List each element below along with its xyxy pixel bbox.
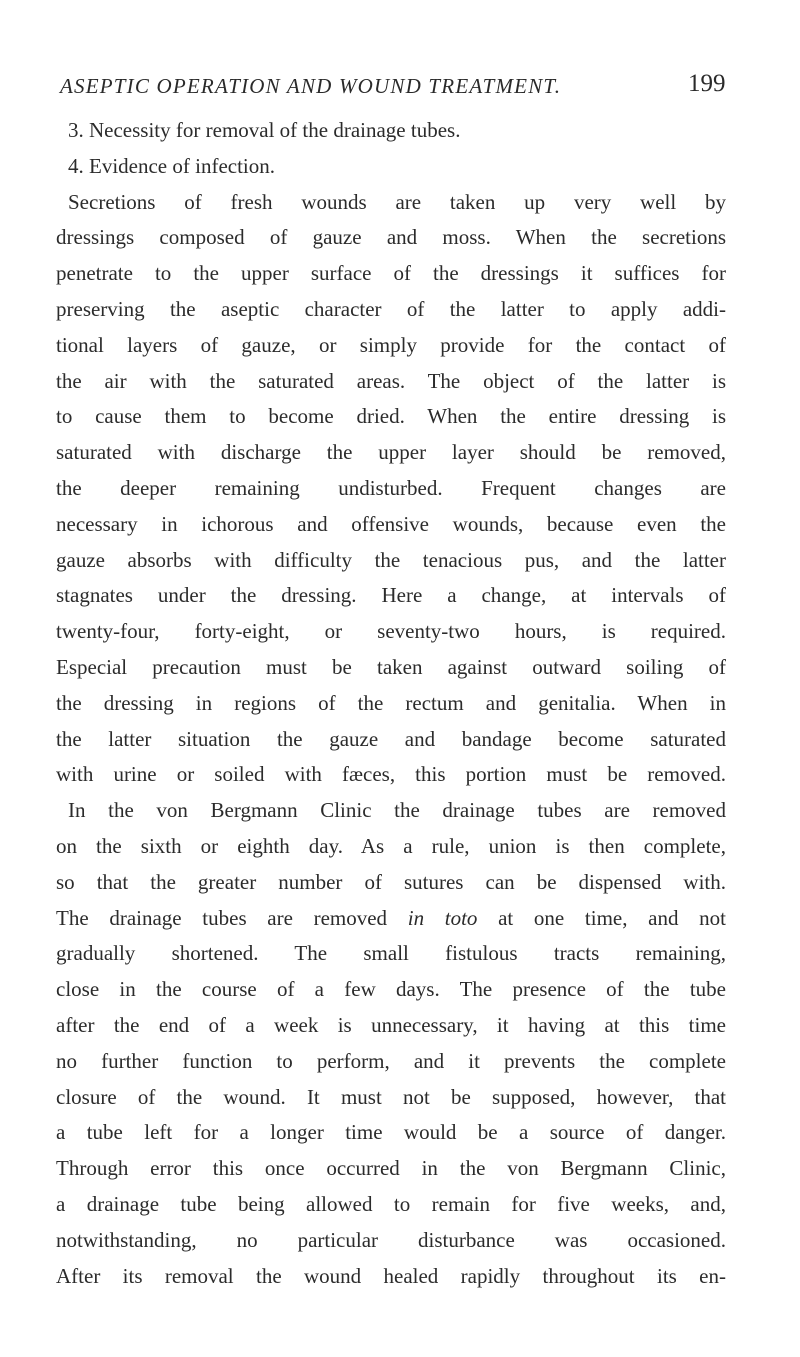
- paragraph-line: gradually shortened. The small fistulous tracts remaining,: [56, 941, 726, 966]
- paragraph-line: a drainage tube being allowed to remain for five weeks, and,: [56, 1191, 726, 1216]
- paragraph-line: Especial precaution must be taken against outward soiling of: [56, 654, 726, 679]
- paragraph-line: notwithstanding, no particular disturbance was occasioned.: [56, 1227, 726, 1252]
- paragraph-line: preserving the aseptic character of the latter to apply addi-: [56, 296, 726, 321]
- paragraph-line: a tube left for a longer time would be a source of danger.: [56, 1120, 726, 1145]
- paragraph-line: twenty-four, forty-eight, or seventy-two hours, is required.: [56, 619, 726, 644]
- paragraph-line: penetrate to the upper surface of the dressings it suffices for: [56, 261, 726, 286]
- running-title: ASEPTIC OPERATION AND WOUND TREATMENT.: [60, 74, 562, 98]
- paragraph-line: closure of the wound. It must not be supposed, however, that: [56, 1084, 726, 1109]
- list-item: 4. Evidence of infection.: [68, 153, 276, 178]
- paragraph-line: on the sixth or eighth day. As a rule, union is then complete,: [56, 833, 726, 858]
- paragraph-line: After its removal the wound healed rapidly throughout its en-: [56, 1263, 726, 1288]
- paragraph-line: dressings composed of gauze and moss. When the secretions: [56, 225, 726, 250]
- paragraph-line: necessary in ichorous and offensive wounds, because even the: [56, 511, 726, 536]
- paragraph-line: saturated with discharge the upper layer should be removed,: [56, 440, 726, 465]
- list-item: 3. Necessity for removal of the drainage tubes.: [68, 118, 461, 142]
- paragraph-line: the air with the saturated areas. The object of the latter is: [56, 368, 726, 393]
- paragraph-line: Through error this once occurred in the von Bergmann Clinic,: [56, 1156, 726, 1181]
- paragraph-line: Secretions of fresh wounds are taken up very well by: [68, 189, 726, 214]
- body-text: [56, 113, 726, 1294]
- paragraph-line: to cause them to become dried. When the entire dressing is: [56, 404, 726, 429]
- paragraph-line: with urine or soiled with fæces, this portion must be removed.: [56, 762, 726, 787]
- paragraph-line: close in the course of a few days. The presence of the tube: [56, 977, 726, 1002]
- page-number: 199: [688, 70, 726, 97]
- paragraph-line: gauze absorbs with difficulty the tenacious pus, and the latter: [56, 547, 726, 572]
- paragraph-line: after the end of a week is unnecessary, it having at this time: [56, 1012, 726, 1037]
- paragraph-line: In the von Bergmann Clinic the drainage tubes are removed: [68, 798, 726, 823]
- paragraph-line: the latter situation the gauze and bandage become saturated: [56, 726, 726, 751]
- paragraph-line: The drainage tubes are removed in toto at one time, and not: [56, 905, 726, 930]
- paragraph-line: no further function to perform, and it prevents the complete: [56, 1048, 726, 1073]
- paragraph-line: the dressing in regions of the rectum and genitalia. When in: [56, 690, 726, 715]
- paragraph-line: so that the greater number of sutures can be dispensed with.: [56, 869, 726, 894]
- paragraph-line: tional layers of gauze, or simply provide for the contact of: [56, 332, 726, 357]
- paragraph-line: stagnates under the dressing. Here a change, at intervals of: [56, 583, 726, 608]
- running-head: [60, 70, 760, 110]
- paragraph-line: the deeper remaining undisturbed. Frequent changes are: [56, 475, 726, 500]
